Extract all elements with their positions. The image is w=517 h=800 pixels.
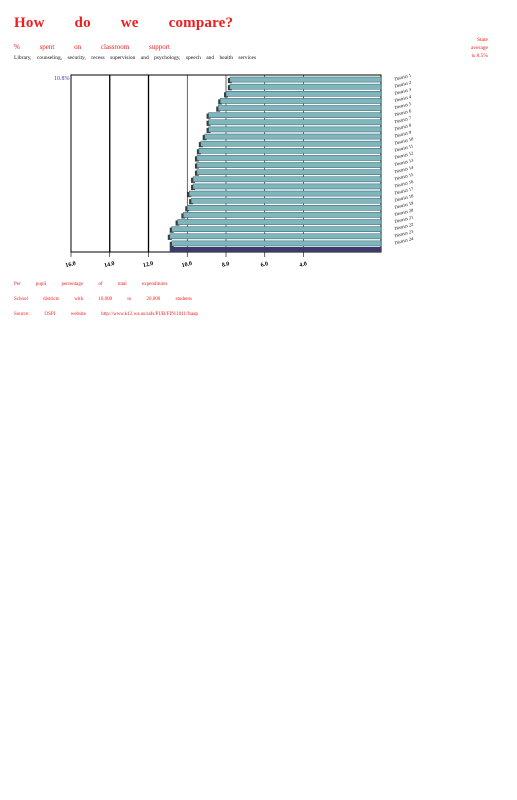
bar bbox=[199, 148, 381, 153]
category-label: District 18 bbox=[394, 193, 414, 203]
bar bbox=[218, 106, 381, 111]
category-label: District 1 bbox=[394, 72, 412, 82]
bar bbox=[209, 120, 381, 125]
highlight-value-label: 10.8% bbox=[54, 76, 70, 82]
category-label: District 10 bbox=[394, 136, 414, 146]
category-label: District 3 bbox=[394, 86, 412, 96]
x-tick-label: 4.0 bbox=[298, 261, 308, 269]
bar bbox=[193, 177, 381, 182]
x-tick-label: 8.0 bbox=[221, 261, 231, 269]
highlight-band bbox=[170, 247, 381, 252]
category-label: District 6 bbox=[394, 108, 412, 118]
bar bbox=[230, 84, 381, 89]
x-tick-label: 14.0 bbox=[103, 260, 116, 270]
chart-subtitle: % spent on classroom support bbox=[14, 43, 170, 51]
bar bbox=[197, 170, 381, 175]
bar bbox=[172, 227, 381, 232]
category-label: District 9 bbox=[394, 129, 412, 139]
category-label: District 7 bbox=[394, 115, 412, 125]
bar bbox=[189, 191, 381, 196]
category-label: District 19 bbox=[394, 200, 414, 210]
category-label: District 17 bbox=[394, 186, 414, 196]
category-label: District 12 bbox=[394, 150, 414, 160]
page-title: How do we compare? bbox=[14, 15, 234, 31]
bar bbox=[201, 141, 381, 146]
bar bbox=[230, 77, 381, 82]
bar bbox=[197, 163, 381, 168]
category-label: District 8 bbox=[394, 122, 412, 132]
footer-line-1: Per pupil percentage of total expenditures bbox=[14, 282, 168, 287]
bar-chart bbox=[0, 0, 517, 300]
category-label: District 13 bbox=[394, 157, 414, 168]
category-label: District 5 bbox=[394, 101, 412, 111]
bar bbox=[187, 205, 381, 210]
bar bbox=[178, 220, 381, 225]
x-tick-label: 12.0 bbox=[142, 260, 155, 270]
footer-line-2: School districts with 10,000 to 20,000 students bbox=[14, 297, 192, 302]
category-label: District 2 bbox=[394, 79, 412, 89]
bar bbox=[226, 91, 381, 96]
x-tick-label: 6.0 bbox=[260, 261, 269, 269]
state-average-line-3: is 8.5% bbox=[471, 53, 488, 59]
category-label: District 14 bbox=[394, 164, 414, 175]
bar bbox=[209, 113, 381, 118]
state-average-line-2: average bbox=[470, 45, 488, 51]
x-tick-label: 10.0 bbox=[181, 260, 193, 270]
bar bbox=[205, 134, 381, 139]
bar bbox=[172, 241, 381, 246]
bar bbox=[193, 184, 381, 189]
category-label: District 16 bbox=[394, 178, 414, 189]
category-label: District 4 bbox=[394, 93, 412, 103]
category-label: District 20 bbox=[394, 207, 414, 217]
bar bbox=[197, 155, 381, 160]
category-label: District 15 bbox=[394, 171, 414, 182]
bar bbox=[220, 98, 381, 103]
category-label: District 23 bbox=[394, 228, 414, 239]
category-label: District 21 bbox=[394, 214, 414, 225]
category-label: District 24 bbox=[394, 235, 414, 246]
x-tick-label: 16.0 bbox=[64, 260, 77, 270]
category-label: District 22 bbox=[394, 221, 414, 232]
bar bbox=[209, 127, 381, 132]
state-average-line-1: State bbox=[477, 37, 488, 43]
chart-description: Library, counseling, security, recess supervision and psychology, speech and health services bbox=[14, 55, 257, 61]
footer-source: Source: OSPI website http://www.k12.wa.us/safs/PUB/FIN/1011/fsaap bbox=[14, 312, 198, 317]
bar bbox=[191, 198, 381, 203]
bar bbox=[183, 212, 381, 217]
category-label: District 11 bbox=[394, 143, 414, 153]
bar bbox=[170, 234, 381, 239]
